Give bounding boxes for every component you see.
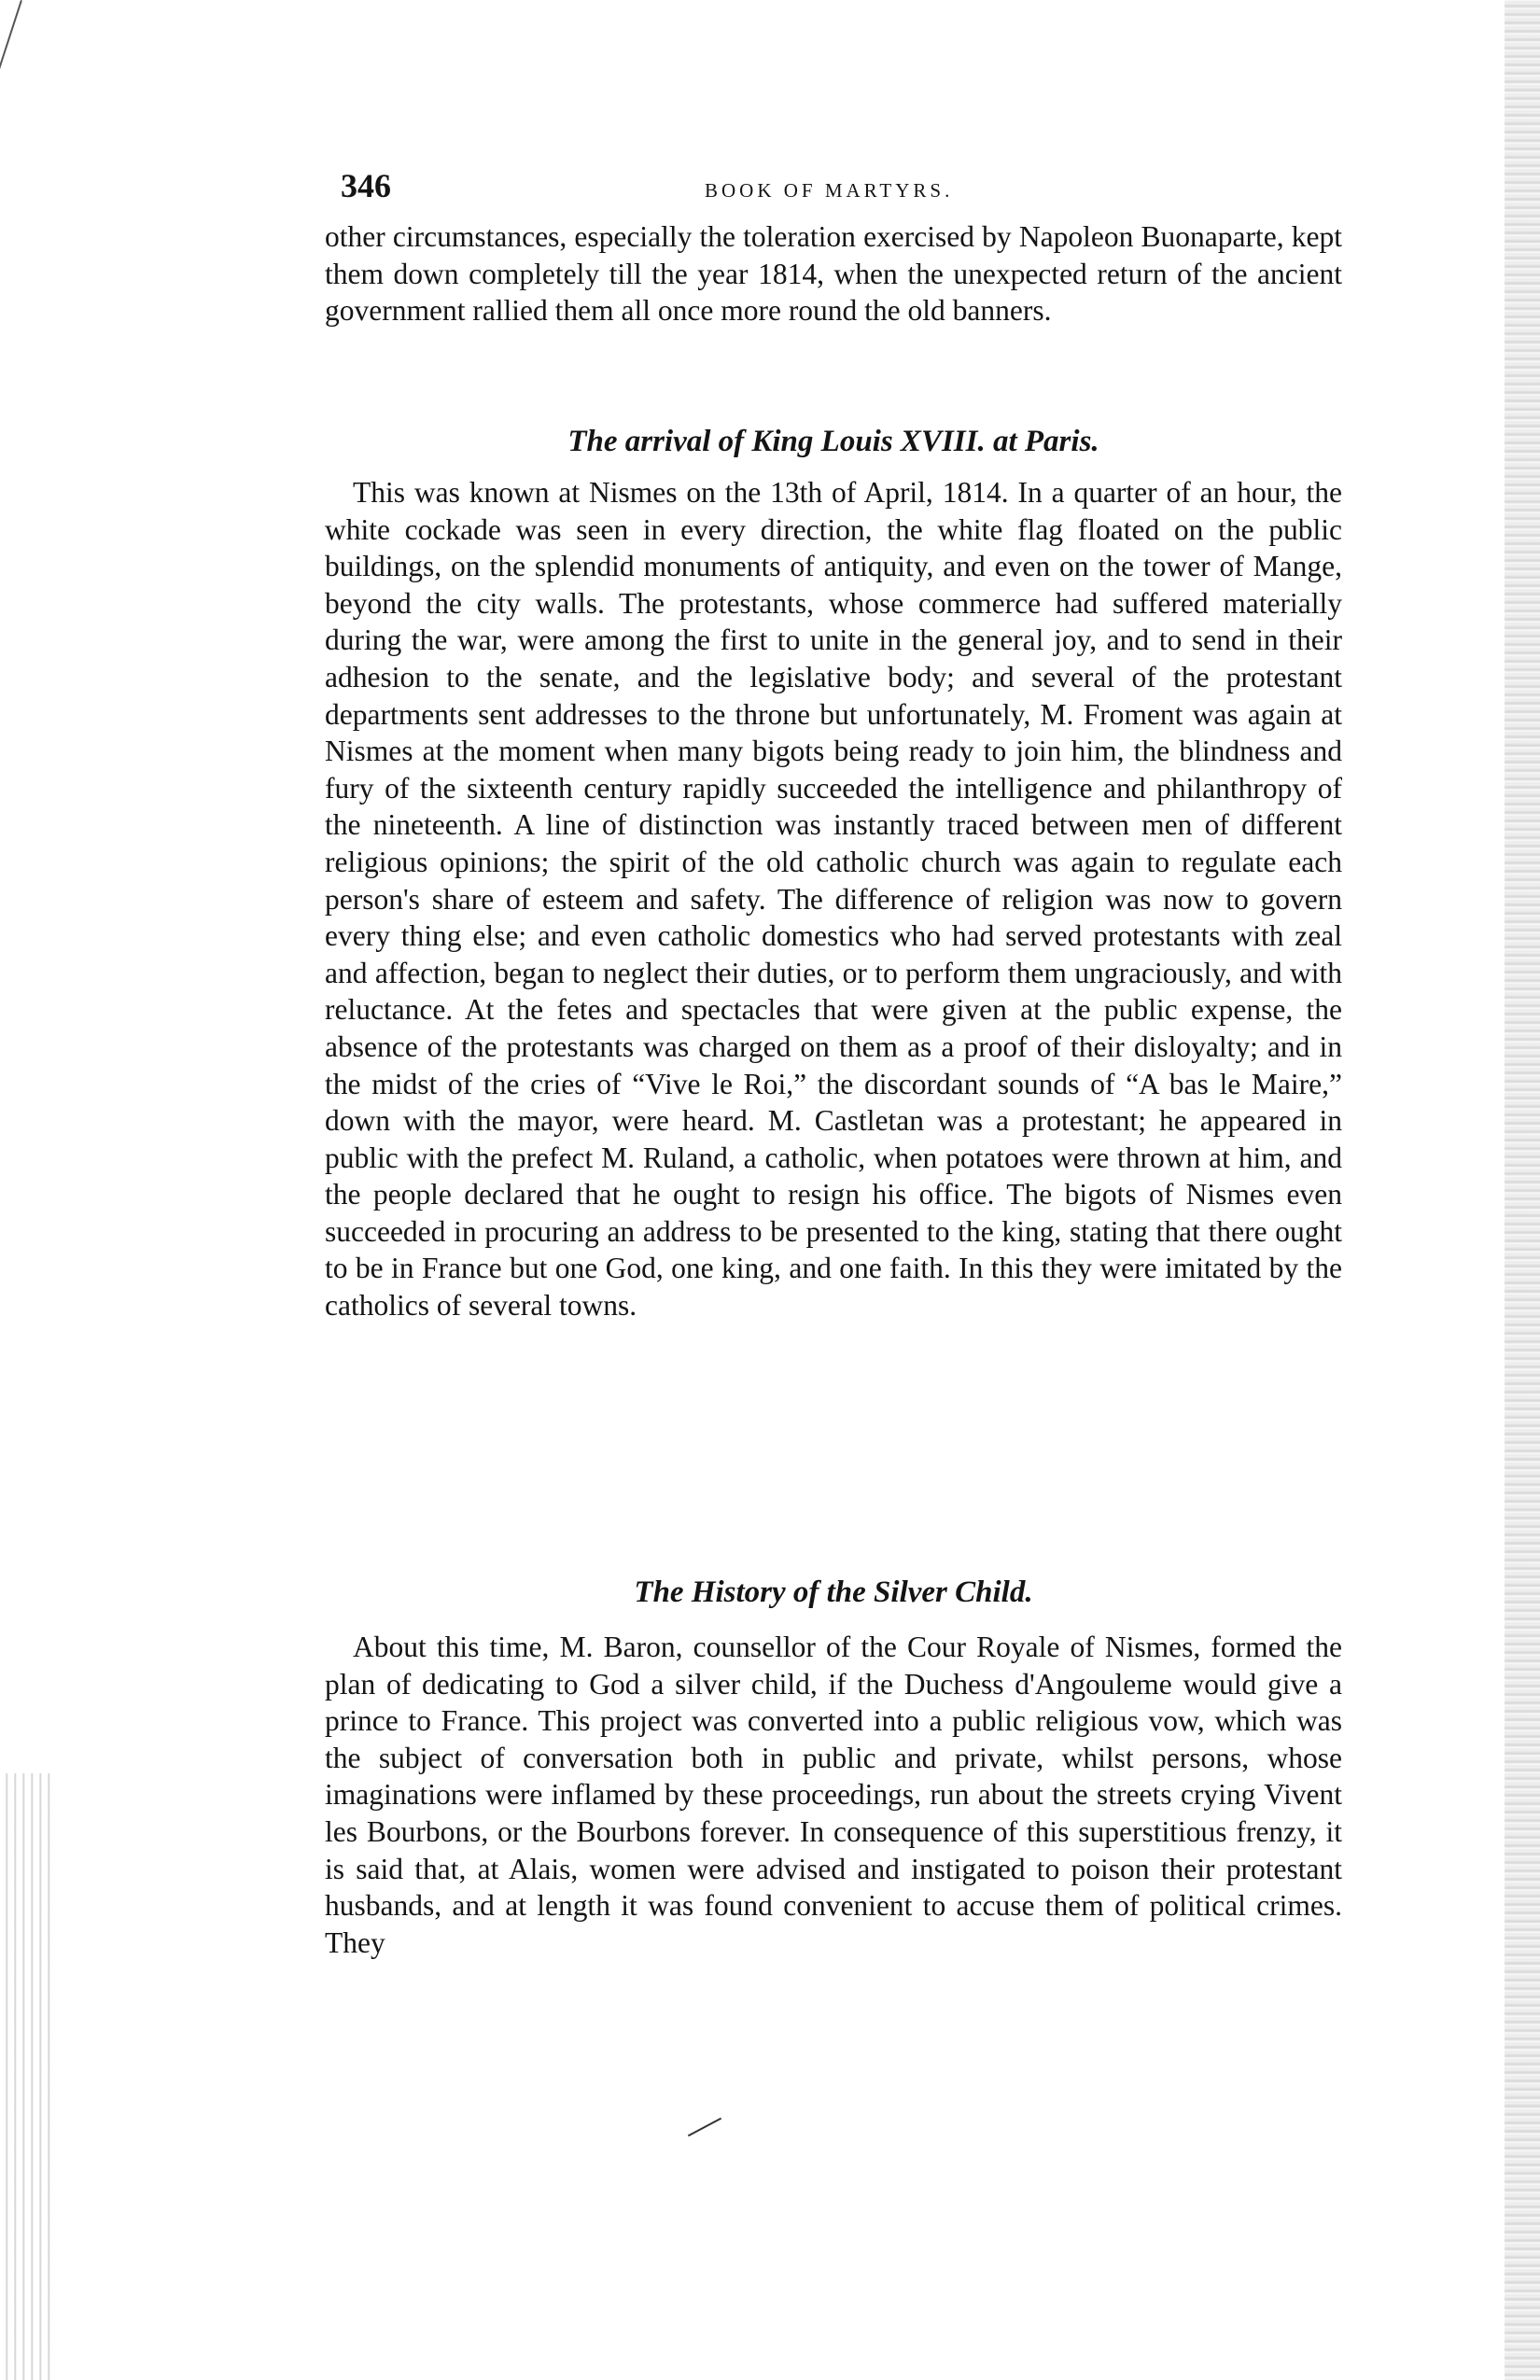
- opening-paragraph: other circumstances, especially the toleration exercised by Napoleon Buonaparte, kept them down completely till the year 1814, when the unexpected return of the ancient government rallied them all once more round the old banners.: [325, 220, 1342, 328]
- running-title: BOOK OF MARTYRS.: [705, 179, 954, 202]
- silver-child-paragraph-block: [325, 1629, 1342, 1961]
- arrival-paragraph-block: [325, 474, 1342, 1324]
- page-header: [322, 166, 1363, 209]
- page-edge-shadow: [1505, 0, 1540, 2380]
- page-number: 346: [341, 167, 391, 204]
- silver-child-paragraph: About this time, M. Baron, counsellor of the Cour Royale of Nismes, formed the plan of dedicating to God a silver child, if the Duchess d'Angouleme would give a prince to France. This project was converted into a public religious vow, which was the subject of conversation both in public and private, whilst persons, whose imaginations were inflamed by these proceedings, run about the streets crying Vivent les Bourbons, or the Bourbons forever. In consequence of this superstitious frenzy, it is said that, at Alais, women were advised and instigated to poison their protestant husbands, and at length it was found convenient to accuse them of political crimes. They: [325, 1631, 1342, 1959]
- section-heading-arrival: The arrival of King Louis XVIII. at Paris.: [567, 425, 1099, 458]
- corner-mark: [0, 0, 22, 80]
- page-edge-left-shadow: [0, 1773, 56, 2380]
- section-heading-silver-child: The History of the Silver Child.: [634, 1575, 1033, 1609]
- stray-mark: [688, 2118, 721, 2137]
- arrival-paragraph: This was known at Nismes on the 13th of April, 1814. In a quarter of an hour, the white cockade was seen in every direction, the white flag floated on the public buildings, on the splendid monuments of antiquity, and even on the tower of Mange, beyond the city walls. The protestants, whose commerce had suffered materially during the war, were among the first to unite in the general joy, and to send in their adhesion to the senate, and the legislative body; and several of the protestant departments sent addresses to the throne but unfortunately, M. Froment was again at Nismes at the moment when many bigots being ready to join him, the blindness and fury of the sixteenth century rapidly succeeded the intelligence and philanthropy of the nineteenth. A line of distinction was instantly traced between men of different religious opinions; the spirit of the old catholic church was again to regulate each person's share of esteem and safety. The difference of religion was now to govern every thing else; and even catholic domestics who had served protestants with zeal and affection, began to neglect their duties, or to perform them ungraciously, and with reluctance. At the fetes and spectacles that were given at the public expense, the absence of the protestants was charged on them as a proof of their disloyalty; and in the midst of the cries of “Vive le Roi,” the discordant sounds of “A bas le Maire,” down with the mayor, were heard. M. Castletan was a protestant; he appeared in public with the prefect M. Ruland, a catholic, when potatoes were thrown at him, and the people declared that he ought to resign his office. The bigots of Nismes even succeeded in procuring an address to be presented to the king, stating that there ought to be in France but one God, one king, and one faith. In this they were imitated by the catholics of several towns.: [325, 476, 1342, 1323]
- opening-paragraph-block: [325, 218, 1342, 329]
